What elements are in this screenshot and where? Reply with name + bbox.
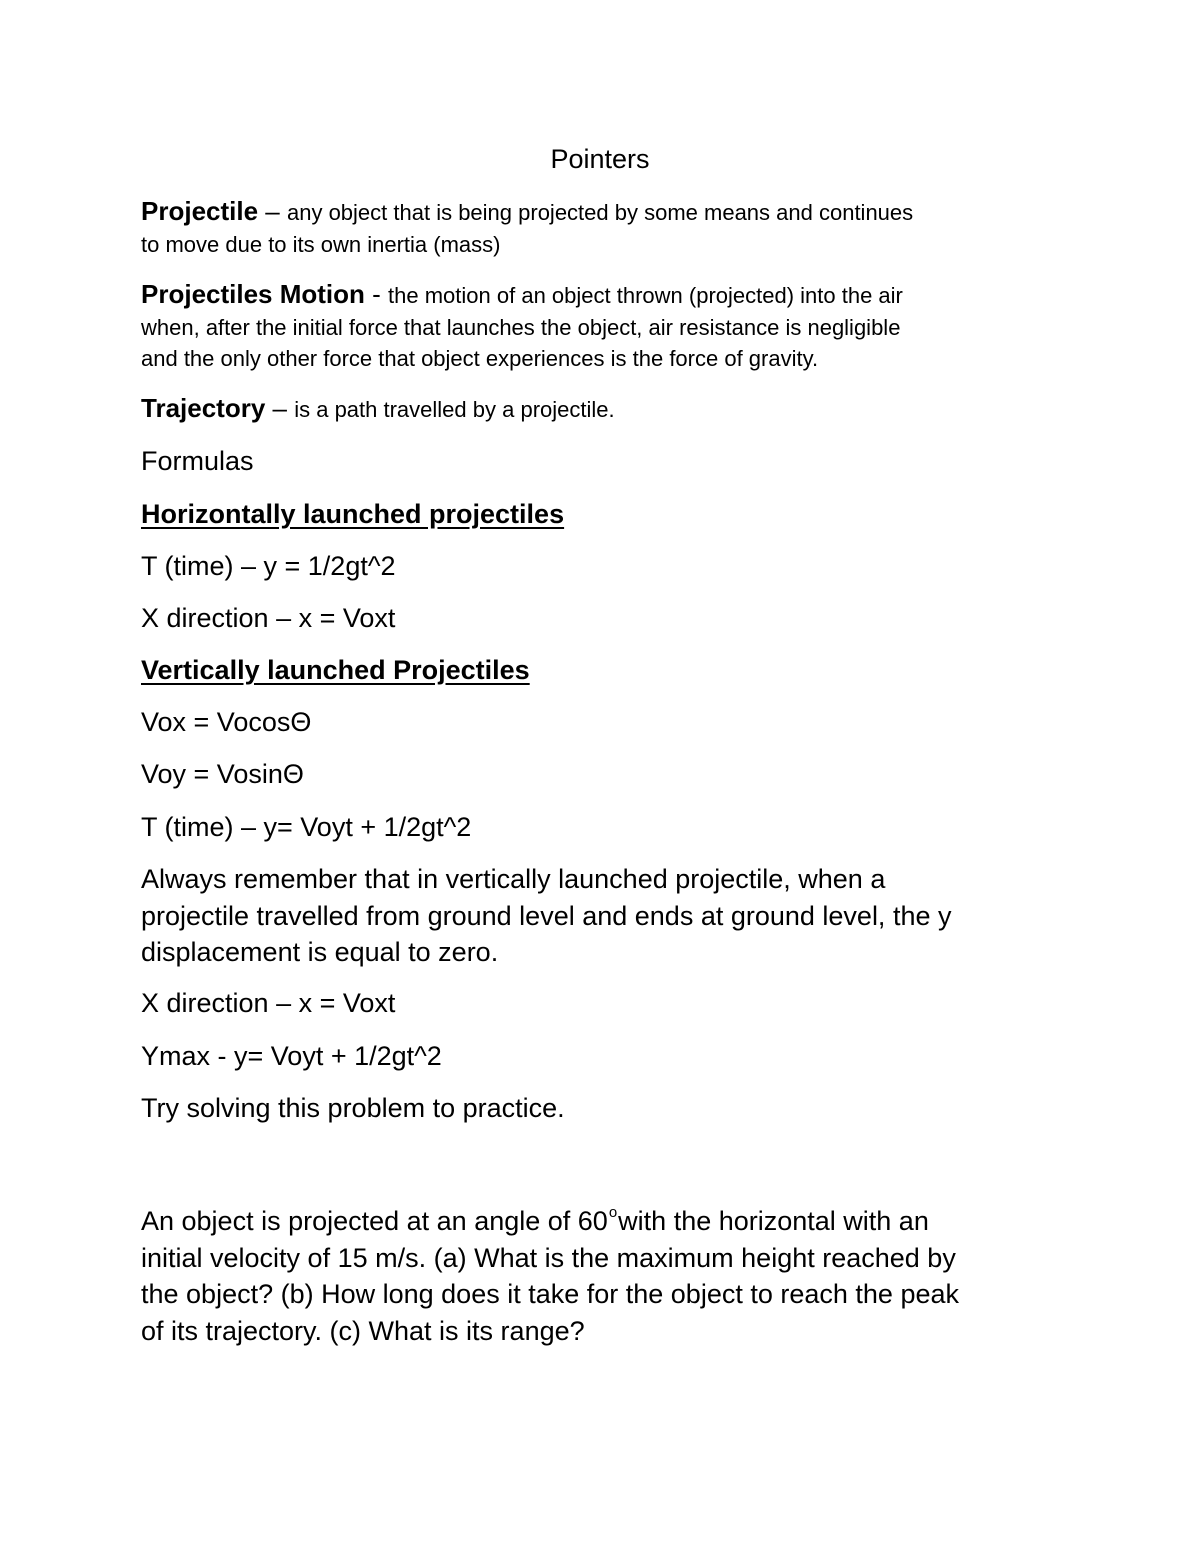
- note-paragraph: [141, 861, 951, 971]
- definition-text: is a path travelled by a projectile.: [294, 397, 615, 422]
- definition-text: the motion of an object thrown (projected) into the air: [388, 283, 903, 308]
- definition-line: when, after the initial force that launches the object, air resistance is negligible: [141, 314, 901, 340]
- definition-line: [141, 393, 1041, 426]
- definition-term: Projectile: [141, 196, 259, 226]
- definition-separator: –: [258, 196, 287, 226]
- degree-symbol: o: [608, 1204, 618, 1221]
- practice-prompt: Try solving this problem to practice.: [141, 1093, 565, 1123]
- formula-line: Ymax - y= Voyt + 1/2gt^2: [141, 1041, 442, 1071]
- section-heading-vertical: Vertically launched Projectiles: [141, 655, 530, 685]
- problem-line: initial velocity of 15 m/s. (a) What is the maximum height reached by: [141, 1242, 956, 1273]
- section-heading-horizontal: Horizontally launched projectiles: [141, 499, 565, 529]
- note-line: projectile travelled from ground level and ends at ground level, the y: [141, 900, 952, 931]
- formula-line: T (time) – y= Voyt + 1/2gt^2: [141, 812, 472, 842]
- definition-line: to move due to its own inertia (mass): [141, 231, 501, 257]
- definition-projectiles-motion: [141, 279, 1041, 375]
- note-line: displacement is equal to zero.: [141, 937, 499, 967]
- formula-line: Vox = VocosΘ: [141, 707, 312, 737]
- problem-text: with the horizontal with an: [618, 1206, 929, 1236]
- note-line: Always remember that in vertically launched projectile, when a: [141, 864, 886, 894]
- formulas-label: Formulas: [141, 446, 254, 476]
- definition-separator: –: [265, 393, 295, 423]
- formula-line: T (time) – y = 1/2gt^2: [141, 551, 396, 581]
- problem-line: [141, 1195, 959, 1240]
- definition-term: Trajectory: [141, 393, 266, 423]
- definition-separator: -: [364, 279, 389, 309]
- page-title: Pointers: [550, 144, 650, 174]
- definition-line: and the only other force that object experiences is the force of gravity.: [141, 346, 819, 371]
- formula-line: Voy = VosinΘ: [141, 759, 304, 789]
- definition-line: [141, 196, 1041, 229]
- definition-text: any object that is being projected by some means and continues: [286, 200, 914, 225]
- formula-line: X direction – x = Voxt: [141, 603, 396, 633]
- problem-paragraph: [141, 1195, 959, 1349]
- definition-trajectory: [141, 393, 1041, 426]
- problem-text: An object is projected at an angle of 60: [141, 1206, 608, 1236]
- definition-line: [141, 279, 1041, 312]
- definition-term: Projectiles Motion: [141, 279, 365, 309]
- problem-line: of its trajectory. (c) What is its range?: [141, 1315, 585, 1346]
- problem-line: the object? (b) How long does it take for the object to reach the peak: [141, 1279, 959, 1309]
- formula-line: X direction – x = Voxt: [141, 988, 396, 1018]
- definition-projectile: [141, 196, 1041, 260]
